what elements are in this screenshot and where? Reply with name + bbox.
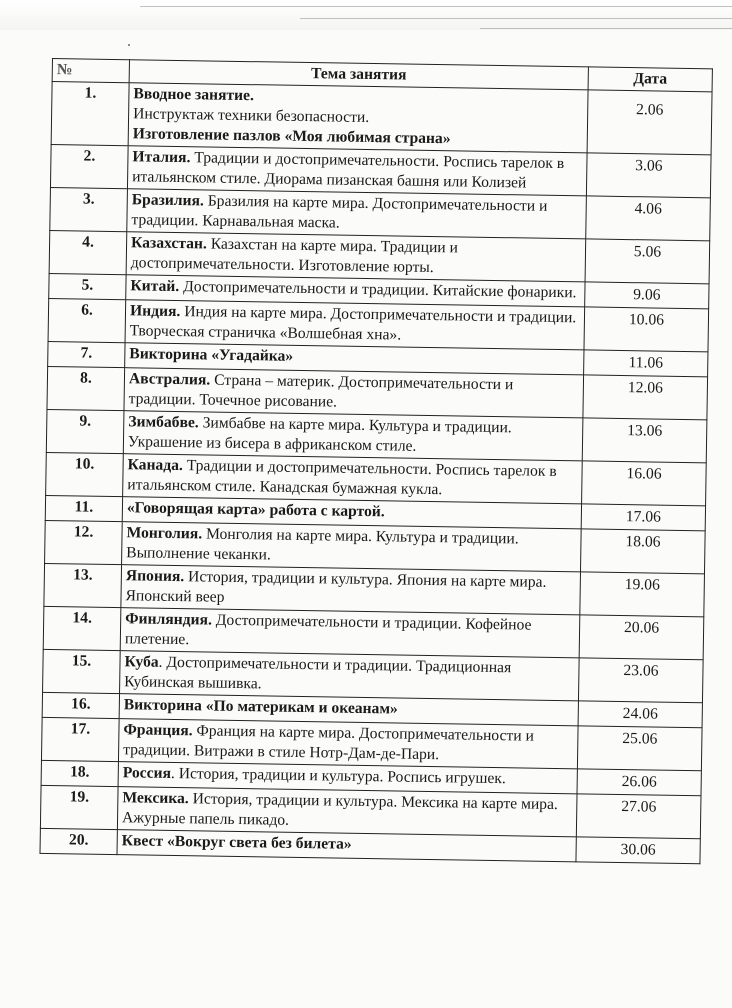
topic-title: Индия. — [129, 302, 181, 321]
topic-description: Достопримечательности и традиции. Китайские фонарики. — [179, 278, 577, 302]
row-date — [583, 375, 708, 420]
scan-top-edge — [0, 0, 732, 30]
row-number: 6. — [48, 298, 126, 342]
date-value: 30.06 — [620, 841, 656, 859]
topic-title: Викторина «По материкам и океанам» — [123, 696, 398, 718]
row-number: 7. — [48, 341, 125, 367]
date-value: 12.06 — [627, 379, 664, 397]
row-topic — [127, 189, 587, 239]
date-value: 5.06 — [633, 243, 662, 261]
topic-description: Традиции и достопримечательности. Роспись тарелок в итальянском стиле. Диорама пизанская башня или Колизей — [132, 149, 565, 192]
row-date — [578, 701, 702, 728]
header-date: Дата — [588, 67, 712, 92]
topic-title: Мексика. — [122, 789, 189, 808]
topic-description: История, традиции и культура. Япония на карте мира. Японский веер — [125, 568, 547, 606]
row-date — [584, 350, 708, 377]
topic-description: Бразилия на карте мира. Достопримечательности и традиции. Карнавальная маска. — [131, 192, 548, 232]
row-date — [585, 239, 710, 284]
topic-description: Монголия на карте мира. Культура и традиции. Выполнение чеканки. — [126, 525, 519, 564]
row-topic — [123, 454, 583, 504]
scan-line — [300, 18, 732, 19]
topic-description: Достопримечательности и традиции. Кофейное плетение. — [124, 611, 532, 649]
row-topic — [118, 719, 578, 769]
date-value: 19.06 — [624, 576, 660, 594]
row-date — [586, 153, 711, 198]
row-topic — [128, 83, 588, 153]
row-date — [578, 658, 703, 703]
row-topic — [117, 787, 577, 837]
topic-title: Италия. — [132, 148, 191, 167]
row-date — [580, 529, 705, 574]
topic-description: Традиции и достопримечательности. Роспись тарелок в итальянском стиле. Канадская бумажная кукла. — [127, 457, 557, 499]
header-number: № — [52, 59, 129, 83]
topic-title: Квест «Вокруг света без билета» — [121, 832, 352, 853]
table-row — [51, 82, 712, 155]
row-date — [584, 307, 709, 352]
row-topic — [126, 232, 586, 282]
topic-title: Зимбабве. — [128, 413, 199, 432]
topic-description: Казахстан на карте мира. Традиции и достопримечательности. Изготовление юрты. — [130, 235, 459, 277]
row-topic — [124, 368, 584, 418]
date-value: 16.06 — [626, 465, 662, 483]
row-number: 17. — [41, 717, 119, 761]
topic-title: Китай. — [130, 277, 180, 296]
topic-title: Канада. — [127, 456, 184, 475]
topic-title: Казахстан. — [130, 234, 207, 253]
topic-title: Австралия. — [128, 370, 211, 389]
date-value: 11.06 — [628, 354, 664, 372]
row-date — [579, 615, 704, 660]
row-date — [582, 418, 707, 463]
row-topic — [127, 146, 587, 196]
row-number: 16. — [42, 692, 119, 718]
topic-description: Индия на карте мира. Достопримечательности и традиции. Творческая страничка «Волшебная хна». — [129, 303, 577, 344]
document-page — [39, 58, 711, 864]
date-value: 3.06 — [635, 157, 663, 175]
row-topic — [122, 522, 582, 572]
topic-title: Бразилия. — [131, 191, 205, 210]
row-date — [576, 794, 701, 839]
row-date — [586, 196, 711, 241]
row-date — [576, 837, 700, 864]
scan-line — [480, 28, 732, 29]
topic-title: Россия — [122, 764, 172, 782]
row-number: 12. — [45, 520, 123, 564]
row-number: 1. — [51, 82, 129, 146]
topic-description: История, традиции и культура. Мексика на карте мира. Ажурные папель пикадо. — [121, 790, 559, 829]
date-value: 24.06 — [622, 705, 658, 723]
scan-speck — [128, 44, 130, 46]
row-number: 9. — [46, 409, 124, 453]
row-number: 8. — [47, 366, 125, 410]
row-date — [582, 461, 707, 506]
topic-title: Куба — [124, 653, 159, 671]
row-number: 20. — [40, 828, 117, 854]
date-value: 20.06 — [623, 619, 660, 637]
topic-title: Япония. — [125, 567, 185, 586]
topic-description: . История, традиции и культура. Роспись игрушек. — [170, 764, 506, 788]
topic-description: Франция на карте мира. Достопримечательности и традиции. Витражи в стиле Нотр-Дам-де-Пари. — [123, 722, 535, 764]
date-value: 23.06 — [623, 662, 659, 680]
date-value: 2.06 — [635, 101, 664, 119]
row-number: 13. — [44, 563, 122, 607]
topic-title: Вводное занятие. — [133, 85, 255, 105]
date-value: 9.06 — [633, 286, 661, 304]
row-number: 2. — [50, 144, 128, 188]
row-number: 5. — [49, 273, 126, 299]
row-number: 4. — [49, 230, 127, 274]
row-date — [577, 769, 701, 796]
date-value: 27.06 — [621, 798, 657, 816]
date-value: 4.06 — [634, 200, 662, 218]
row-topic — [123, 411, 583, 461]
row-topic — [120, 608, 580, 658]
row-topic — [121, 565, 581, 615]
topic-title: Викторина «Угадайка» — [129, 345, 294, 365]
topic-description: Зимбабве на карте мира. Культура и традиции. Украшение из бисера в африканском стиле. — [127, 414, 512, 455]
row-topic — [125, 300, 585, 350]
topic-line-bold: Изготовление пазлов «Моя любимая страна» — [132, 125, 451, 148]
row-number: 11. — [45, 495, 122, 521]
topic-description: Страна – материк. Достопримечательности и традиции. Точечное рисование. — [128, 371, 514, 411]
row-number: 3. — [50, 187, 128, 231]
row-number: 18. — [41, 760, 118, 786]
header-topic: Тема занятия — [129, 60, 588, 90]
topic-title: Монголия. — [126, 524, 203, 543]
row-number: 14. — [43, 606, 121, 650]
row-date — [580, 572, 705, 617]
row-number: 19. — [40, 785, 118, 829]
date-value: 26.06 — [621, 773, 657, 791]
row-date — [585, 282, 709, 309]
date-value: 13.06 — [627, 422, 663, 440]
row-date — [587, 90, 712, 155]
topic-description: . Достопримечательности и традиции. Традиционная Кубинская вышивка. — [124, 653, 512, 693]
row-number: 10. — [46, 452, 124, 496]
date-value: 17.06 — [625, 508, 662, 526]
topic-title: Франция. — [123, 721, 193, 740]
schedule-table — [39, 58, 712, 864]
scan-line — [140, 6, 732, 7]
row-topic — [120, 651, 580, 701]
topic-line: Инструктаж техники безопасности. — [133, 105, 370, 126]
date-value: 25.06 — [622, 730, 658, 748]
row-number: 15. — [43, 649, 121, 693]
row-date — [577, 726, 702, 771]
date-value: 18.06 — [625, 533, 661, 551]
date-value: 10.06 — [628, 311, 665, 329]
topic-title: Финляндия. — [125, 610, 213, 629]
row-date — [581, 504, 705, 531]
topic-title: «Говорящая карта» работа с картой. — [126, 499, 385, 521]
